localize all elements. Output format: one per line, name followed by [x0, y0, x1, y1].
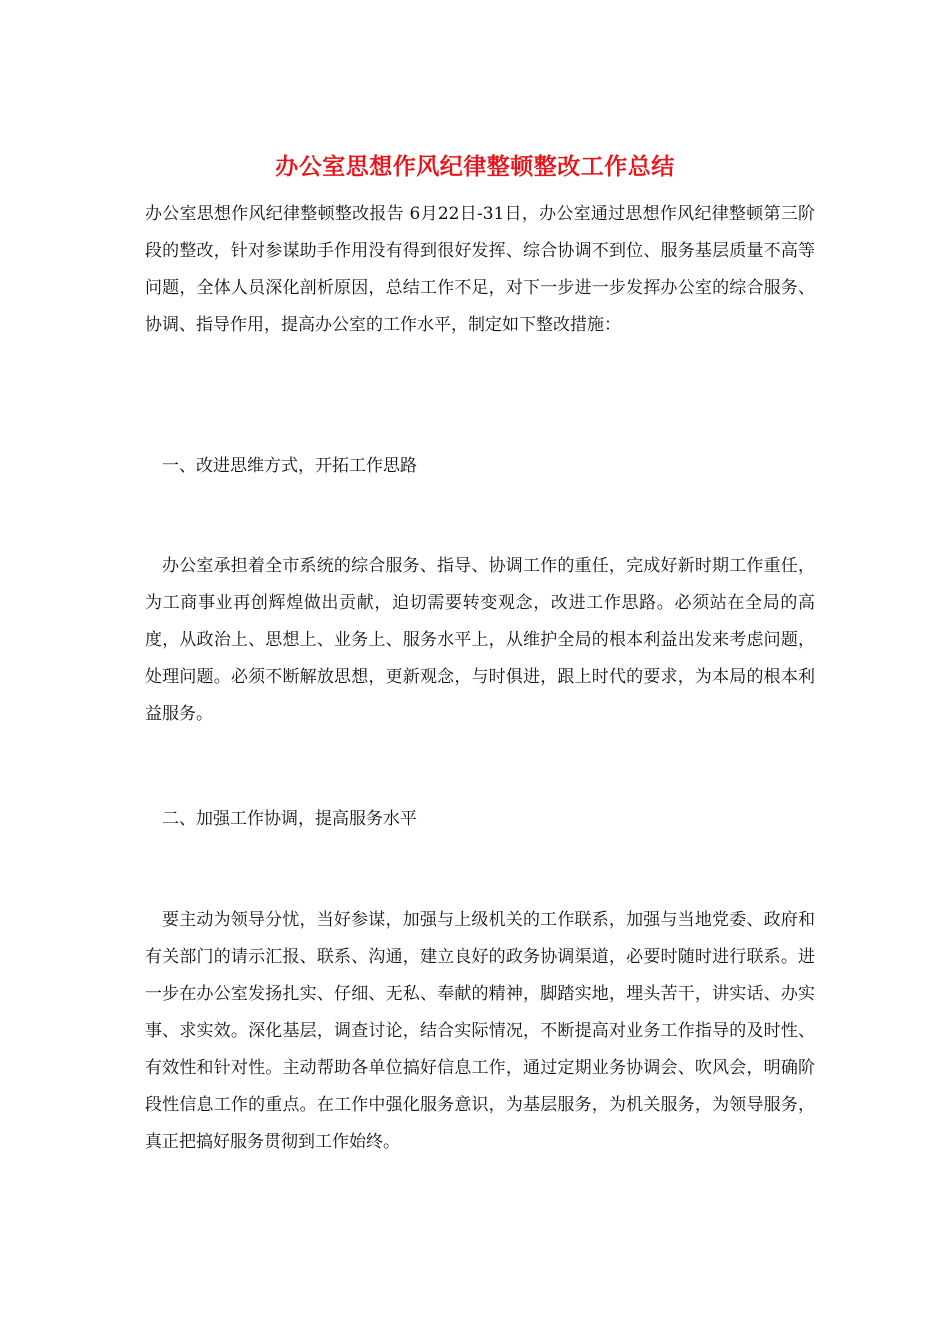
- section-heading-1: 一、改进思维方式，开拓工作思路: [162, 456, 417, 476]
- intro-paragraph: 办公室思想作风纪律整顿整改报告 6月22日-31日，办公室通过思想作风纪律整顿第三阶段的整改，针对参谋助手作用没有得到很好发挥、综合协调不到位、服务基层质量不高等问题，全体人员深化剖析原因，总结工作不足，对下一步进一步发挥办公室的综合服务、协调、指导作用，提高办公室的工作水平，制定如下整改措施：: [145, 204, 815, 335]
- section-body-2: 要主动为领导分忧，当好参谋，加强与上级机关的工作联系，加强与当地党委、政府和有关部门的请示汇报、联系、沟通，建立良好的政务协调渠道，必要时随时进行联系。进一步在办公室发扬扎实、仔细、无私、奉献的精神，脚踏实地，埋头苦干，讲实话、办实事、求实效。深化基层，调查讨论，结合实际情况，不断提高对业务工作指导的及时性、有效性和针对性。主动帮助各单位搞好信息工作，通过定期业务协调会、吹风会，明确阶段性信息工作的重点。在工作中强化服务意识，为基层服务，为机关服务，为领导服务，真正把搞好服务贯彻到工作始终。: [145, 910, 815, 1152]
- document-title: 办公室思想作风纪律整顿整改工作总结: [275, 153, 675, 180]
- section-body-1: 办公室承担着全市系统的综合服务、指导、协调工作的重任，完成好新时期工作重任，为工商事业再创辉煌做出贡献，迫切需要转变观念，改进工作思路。必须站在全局的高度，从政治上、思想上、业务上、服务水平上，从维护全局的根本利益出发来考虑问题，处理问题。必须不断解放思想，更新观念，与时俱进，跟上时代的要求，为本局的根本利益服务。: [145, 556, 815, 724]
- section-heading-2: 二、加强工作协调，提高服务水平: [162, 809, 417, 829]
